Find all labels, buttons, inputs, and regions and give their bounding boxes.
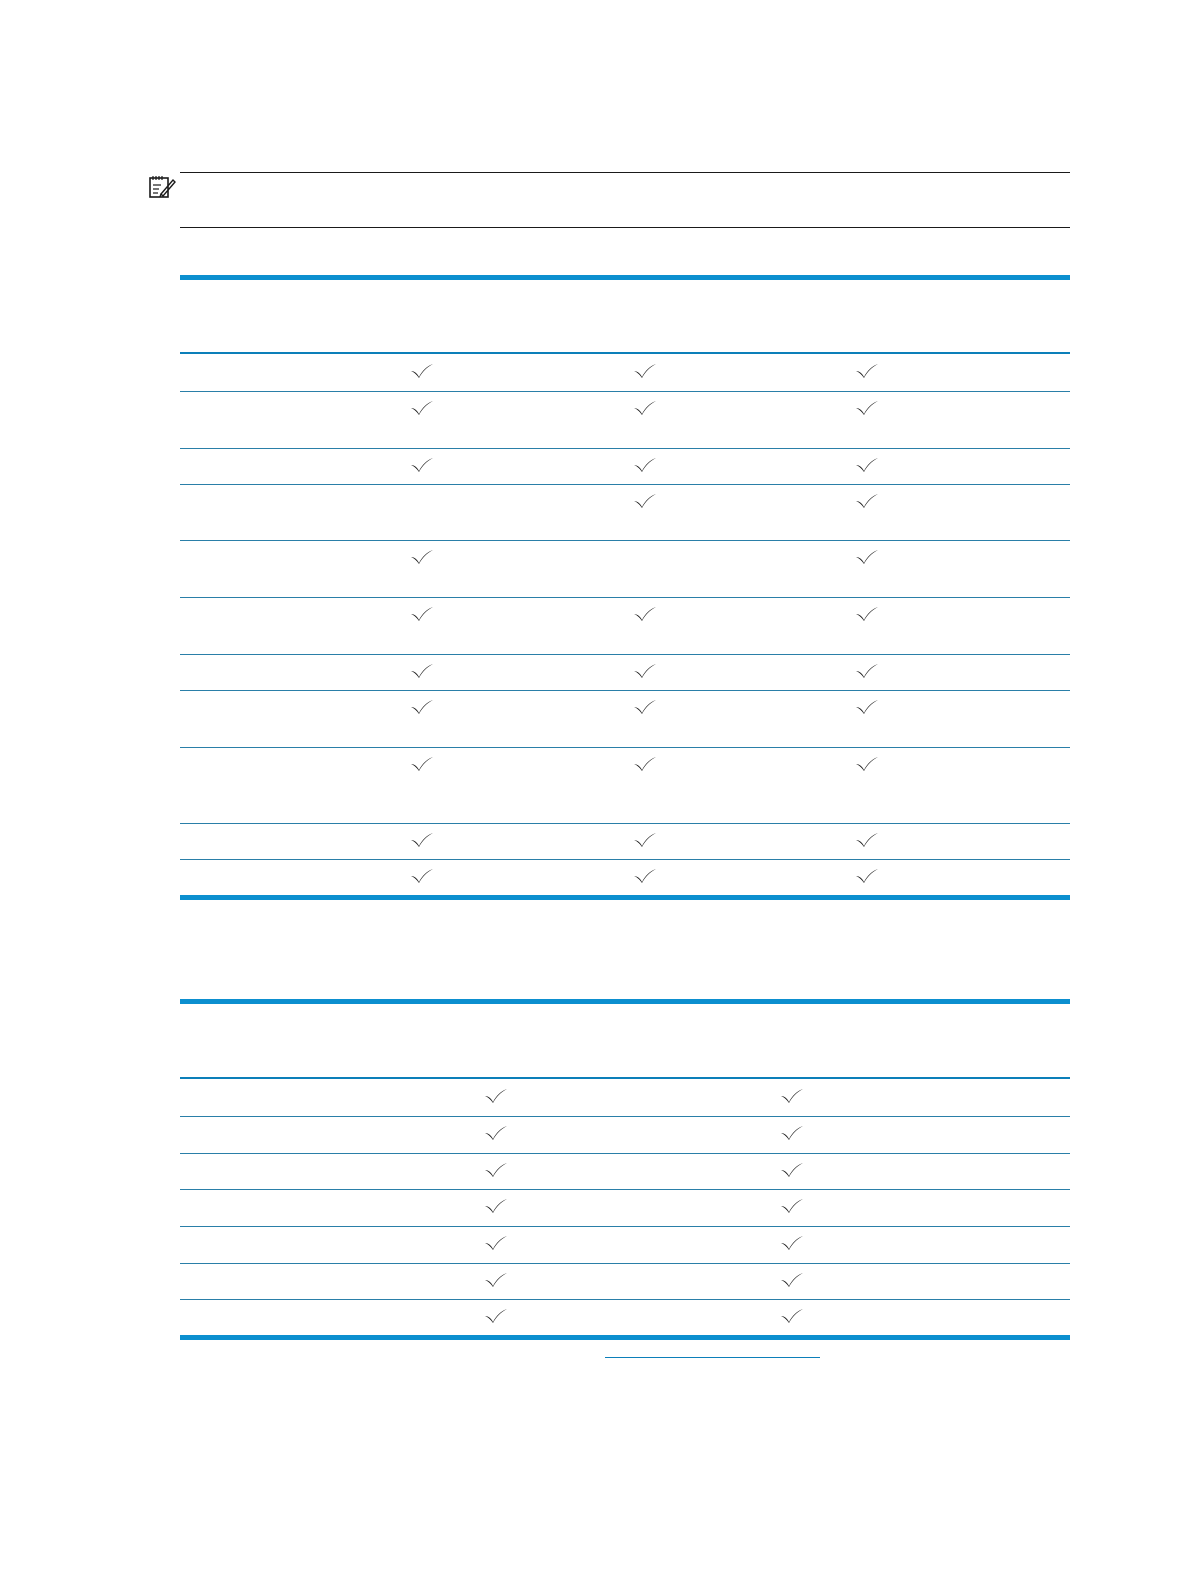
row-divider [180, 1299, 1070, 1300]
note-bottom-rule [180, 227, 1070, 228]
checkmark-icon [780, 1198, 804, 1214]
row-divider [180, 690, 1070, 691]
checkmark-icon [633, 663, 657, 679]
checkmark-icon [633, 493, 657, 509]
checkmark-icon [410, 699, 434, 715]
checkmark-icon [410, 868, 434, 884]
row-divider [180, 1116, 1070, 1117]
row-divider [180, 1226, 1070, 1227]
checkmark-icon [780, 1088, 804, 1104]
table-top-rule [180, 275, 1070, 280]
table-bottom-rule [180, 895, 1070, 900]
row-divider [180, 597, 1070, 598]
checkmark-icon [855, 400, 879, 416]
note-icon [148, 174, 176, 200]
checkmark-icon [410, 363, 434, 379]
checkmark-icon [410, 457, 434, 473]
row-divider [180, 823, 1070, 824]
checkmark-icon [780, 1235, 804, 1251]
checkmark-icon [410, 832, 434, 848]
row-divider [180, 1263, 1070, 1264]
checkmark-icon [633, 832, 657, 848]
checkmark-icon [855, 663, 879, 679]
row-divider [180, 747, 1070, 748]
checkmark-icon [855, 832, 879, 848]
checkmark-icon [484, 1088, 508, 1104]
checkmark-icon [855, 699, 879, 715]
checkmark-icon [633, 868, 657, 884]
checkmark-icon [484, 1162, 508, 1178]
checkmark-icon [855, 756, 879, 772]
checkmark-icon [855, 549, 879, 565]
checkmark-icon [633, 699, 657, 715]
checkmark-icon [484, 1125, 508, 1141]
checkmark-icon [484, 1272, 508, 1288]
checkmark-icon [780, 1125, 804, 1141]
checkmark-icon [855, 363, 879, 379]
checkmark-icon [484, 1235, 508, 1251]
checkmark-icon [780, 1272, 804, 1288]
checkmark-icon [410, 549, 434, 565]
checkmark-icon [633, 400, 657, 416]
checkmark-icon [410, 663, 434, 679]
checkmark-icon [855, 457, 879, 473]
checkmark-icon [855, 606, 879, 622]
checkmark-icon [410, 400, 434, 416]
row-divider [180, 859, 1070, 860]
row-divider [180, 391, 1070, 392]
row-divider [180, 1153, 1070, 1154]
checkmark-icon [633, 363, 657, 379]
note-top-rule [180, 172, 1070, 173]
row-divider [180, 1189, 1070, 1190]
checkmark-icon [633, 606, 657, 622]
table-header-rule [180, 1077, 1070, 1079]
link-underline[interactable] [605, 1357, 820, 1358]
row-divider [180, 448, 1070, 449]
checkmark-icon [780, 1162, 804, 1178]
row-divider [180, 484, 1070, 485]
checkmark-icon [855, 868, 879, 884]
checkmark-icon [780, 1308, 804, 1324]
row-divider [180, 540, 1070, 541]
checkmark-icon [410, 606, 434, 622]
table-top-rule [180, 999, 1070, 1004]
checkmark-icon [410, 756, 434, 772]
checkmark-icon [484, 1308, 508, 1324]
checkmark-icon [633, 457, 657, 473]
checkmark-icon [855, 493, 879, 509]
checkmark-icon [484, 1198, 508, 1214]
row-divider [180, 654, 1070, 655]
table-bottom-rule [180, 1335, 1070, 1340]
table-header-rule [180, 352, 1070, 354]
checkmark-icon [633, 756, 657, 772]
